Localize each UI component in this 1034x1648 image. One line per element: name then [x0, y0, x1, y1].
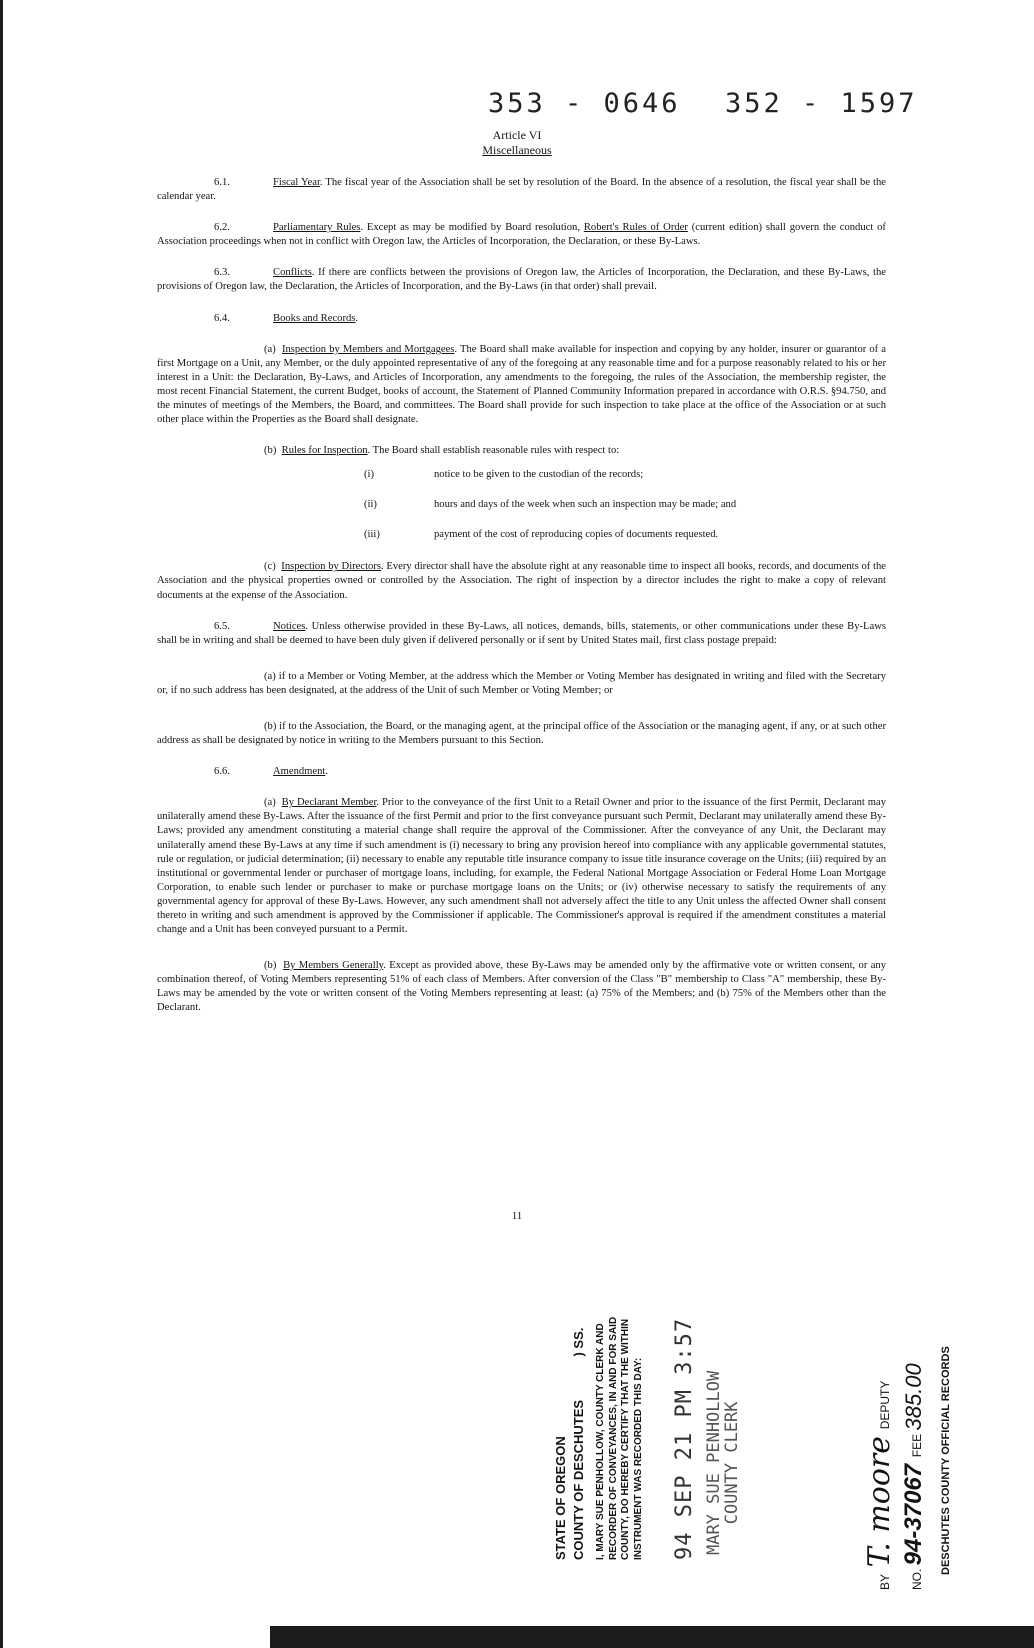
- official-records-label: DESCHUTES COUNTY OFFICIAL RECORDS: [940, 1346, 952, 1575]
- section-6-4-a: [157, 343, 886, 428]
- article-heading: [0, 128, 1034, 158]
- scan-edge-left: [0, 0, 3, 1648]
- sub-label: (a): [264, 797, 276, 809]
- county-label: COUNTY OF DESCHUTES ) SS.: [571, 1327, 586, 1560]
- fee-amount: 385.00: [901, 1363, 926, 1431]
- sub-heading: Rules for Inspection: [281, 445, 368, 457]
- section-6-4-c: [157, 560, 886, 602]
- list-item-text: payment of the cost of reproducing copies of documents requested.: [434, 529, 719, 541]
- sub-text: . Prior to the conveyance of the first Unit to a Retail Owner and prior to the issuance of the first Permit, Declarant may unilaterally amend these By-Laws. After the issuance of the first Permit and prior to the first conveyance pursuant such Permit, Declarant may unilaterally amend these By-Laws; provided any amendment constituting a material change shall require the approval of the Commissioner. After the conveyance of any Unit, the Declarant may unilaterally amend these By-Laws at any time if such amendment is (i) necessary to bring any provision hereof into compliance with any applicable governmental statutes, rule or regulation, or judicial determination; (ii) necessary to enable any reputable title insurance company to issue title insurance coverage on the Units; (iii) required by an institutional or governmental lender or purchaser of mortgage loans, including, for example, the Federal National Mortgage Association or Federal Home Loan Mortgage Corporation, to enable such lender or purchaser to make or purchase mortgage loans on the Units; or (iv) otherwise necessary to satisfy the requirements of any governmental agency for approval of these By-Laws. However, any such amendment shall not adversely affect the title to any Unit unless the affected Owner shall consent thereto in writing and such amendment is approved by the Commissioner if applicable. The Commissioner's approval is required if the amendment constitutes a material change and a Unit has been conveyed pursuant to a Permit.: [157, 797, 887, 936]
- list-item: [157, 528, 886, 558]
- section-number: 6.3.: [214, 267, 230, 279]
- section-text: . If there are conflicts between the provisions of Oregon law, the Articles of Incorporation, the Declaration, and these By-Laws, the provisions of Oregon law, the Declaration, the Articles of Incorporation, and the By-Laws (in that order) shall prevail.: [157, 267, 886, 293]
- clerk-stamp: [705, 1371, 741, 1555]
- sub-label: (c): [264, 561, 276, 573]
- state-label: STATE OF OREGON: [553, 1436, 568, 1560]
- sub-heading: By Declarant Member: [281, 797, 377, 809]
- deputy-signature: T. moore: [862, 1435, 897, 1568]
- section-6-6: 6.6. Amendment.: [157, 765, 886, 779]
- sub-text: . The Board shall make available for inspection and copying by any holder, insurer or guarantor of a first Mortgage on a Unit, any Member, or the duly appointed representative of any of the foregoing at any reasonable time and for a purpose reasonably related to his or her interest in a Unit: the Declaration, By-Laws, and Articles of Incorporation, any amendments to the foregoing, the rules of the Association, the membership register, the most recent Financial Statement, the current Budget, books of account, the Statement of Planned Community Information prepared in accordance with O.R.S. §94.750, and the minutes of meetings of the Members, the Board, and committees. The Board shall provide for such inspection to take place at the office of the Association or at such other place within the Properties as the Board shall designate.: [157, 343, 886, 426]
- section-number: 6.5.: [214, 620, 230, 632]
- section-text: . The fiscal year of the Association shall be set by resolution of the Board. In the absence of a resolution, the fiscal year shall be the calendar year.: [157, 177, 886, 203]
- certify-line: COUNTY, DO HEREBY CERTIFY THAT THE WITHIN: [620, 1318, 631, 1560]
- recording-jurisdiction: [552, 1328, 588, 1560]
- sub-text: (a) if to a Member or Voting Member, at the address which the Member or Voting Member has designated in writing and filed with the Secretary or, if no such address has been designated, at the address of the Unit of such Member or Voting Member; or: [157, 670, 886, 696]
- section-heading: Amendment: [273, 766, 326, 778]
- certify-line: RECORDER OF CONVEYANCES, IN AND FOR SAID: [607, 1316, 619, 1560]
- sub-label: (b): [264, 960, 277, 972]
- record-number: 94-37067: [900, 1463, 927, 1566]
- article-title: Miscellaneous: [482, 143, 552, 157]
- section-6-1: [157, 176, 886, 204]
- sub-heading: By Members Generally: [283, 960, 384, 972]
- scan-edge-bottom: [270, 1626, 1034, 1648]
- certify-line: INSTRUMENT WAS RECORDED THIS DAY:: [632, 1357, 644, 1560]
- clerk-certification: [595, 1317, 645, 1560]
- sub-text: . Every director shall have the absolute right at any reasonable time to inspect all books, records, and documents of the Association and the physical properties owned or controlled by the Association. The right of inspection by a director includes the right to make a copy of relevant documents at the expense of the Association.: [157, 561, 887, 601]
- list-item-number: (i): [364, 469, 374, 481]
- sub-label: (b): [264, 445, 277, 457]
- section-heading: Conflicts: [273, 267, 312, 279]
- by-label: BY: [878, 1573, 892, 1590]
- deputy-label: DEPUTY: [878, 1380, 892, 1430]
- section-number: 6.2.: [214, 222, 230, 234]
- document-body: [157, 176, 886, 1016]
- certify-line: I, MARY SUE PENHOLLOW, COUNTY CLERK AND: [595, 1323, 606, 1560]
- list-item-number: (ii): [364, 499, 377, 511]
- section-text: . Unless otherwise provided in these By-Laws, all notices, demands, bills, statements, or other communications under these By-Laws shall be in writing and shall be deemed to have been duly given if delivered personally or if sent by United States mail, first class postage prepaid:: [157, 620, 886, 646]
- section-6-5: [157, 620, 886, 648]
- sub-text: . Except as provided above, these By-Laws may be amended only by the affirmative vote or written consent, or any combination thereof, of Voting Members representing 51% of each class of Members. After conversion of the Class "B" membership to Class "A" membership, these By-Laws may be amended by the vote or written consent of the Voting Members representing at least: (a) 75% of the Members; and (b) 75% of the Members other than the Declarant.: [157, 960, 887, 1014]
- signature-block: [862, 1363, 938, 1590]
- section-heading: Books and Records: [273, 312, 356, 324]
- ss-label: ) SS.: [571, 1327, 586, 1357]
- sub-label: (a): [264, 343, 276, 355]
- section-heading: Notices: [273, 620, 306, 632]
- section-number: 6.4.: [214, 312, 230, 324]
- sub-text: . The Board shall establish reasonable rules with respect to:: [367, 445, 620, 457]
- inspection-rules-list: [157, 468, 886, 558]
- section-6-4: 6.4. Books and Records.: [157, 312, 886, 326]
- section-heading: Parliamentary Rules: [273, 222, 361, 234]
- section-6-6-a: [157, 796, 886, 937]
- no-label: NO.: [910, 1568, 924, 1590]
- clerk-title: COUNTY CLERK: [722, 1401, 742, 1525]
- section-text: . Except as may be modified by Board resolution,: [360, 222, 584, 234]
- stamp-number-right: 352 - 1597: [725, 88, 918, 119]
- article-number: Article VI: [492, 128, 542, 142]
- section-6-6-b: [157, 959, 886, 1015]
- section-6-5-a: [157, 670, 886, 698]
- fee-label: FEE: [910, 1433, 924, 1458]
- clerk-name: MARY SUE PENHOLLOW: [704, 1370, 724, 1555]
- list-item-number: (iii): [364, 529, 380, 541]
- section-6-4-b: [157, 444, 886, 458]
- page-number: 11: [511, 1210, 523, 1222]
- recording-date-stamp: 94 SEP 21 PM 3:57: [672, 1317, 697, 1560]
- list-item-text: hours and days of the week when such an inspection may be made; and: [434, 499, 737, 511]
- list-item-text: notice to be given to the custodian of the records;: [434, 469, 644, 481]
- stamp-number-left: 353 - 0646: [488, 88, 681, 119]
- sub-text: (b) if to the Association, the Board, or the managing agent, at the principal office of the Association or the managing agent, if any, or at such other address as shall be designated by notice in writing to the Members pursuant to this Section.: [157, 720, 886, 747]
- section-text: (current edition) shall govern the conduct of Association proceedings when not in conflict with Oregon law, the Articles of Incorporation, the Declaration, or these By-Laws.: [157, 222, 886, 248]
- list-item: [157, 498, 886, 528]
- record-number-line: [900, 1363, 938, 1590]
- section-6-2: [157, 221, 886, 249]
- section-number: 6.1.: [214, 177, 230, 188]
- list-item: [157, 468, 886, 498]
- signature-line: [862, 1363, 904, 1590]
- section-number: 6.6.: [214, 766, 230, 778]
- sub-heading: Inspection by Members and Mortgagees: [281, 343, 455, 355]
- section-heading: Fiscal Year: [273, 177, 320, 188]
- rules-reference: Robert's Rules of Order: [583, 222, 688, 234]
- section-6-5-b: [157, 720, 886, 748]
- sub-heading: Inspection by Directors: [281, 561, 381, 573]
- section-6-3: [157, 266, 886, 294]
